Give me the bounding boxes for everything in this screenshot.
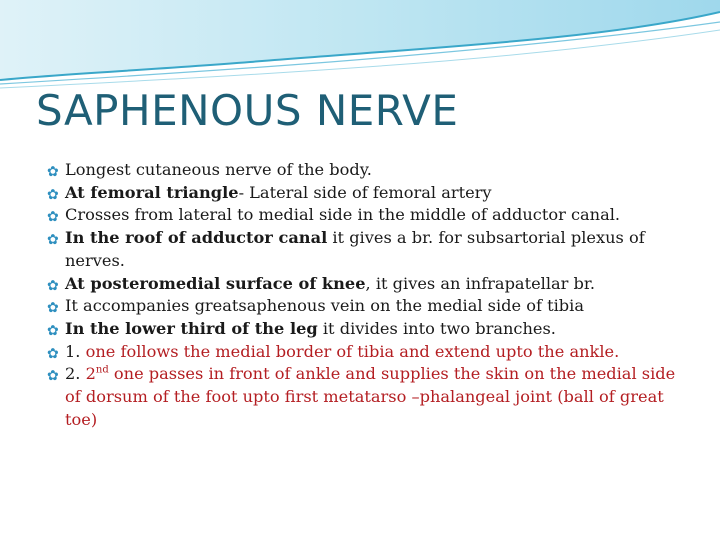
bullet-marker-icon: ✿ (47, 186, 59, 203)
bullet-marker-icon: ✿ (47, 209, 59, 226)
list-item: ✿ In the lower third of the leg it divides into two branches. (44, 318, 684, 341)
bullet-list (44, 159, 684, 431)
bullet-marker-icon: ✿ (47, 345, 59, 362)
list-item: ✿ At femoral triangle- Lateral side of femoral artery (44, 182, 684, 205)
list-item: ✿ It accompanies greatsaphenous vein on the medial side of tibia (44, 295, 684, 318)
bullet-marker-icon: ✿ (47, 277, 59, 294)
list-item: ✿ In the roof of adductor canal it gives a br. for subsartorial plexus of nerves. (47, 228, 645, 270)
slide-title: SAPHENOUS NERVE (36, 86, 459, 135)
list-item: ✿ Crosses from lateral to medial side in the middle of adductor canal. (44, 204, 684, 227)
bullet-marker-icon: ✿ (47, 300, 59, 317)
bullet-marker-icon: ✿ (47, 232, 59, 249)
bullet-marker-icon: ✿ (47, 164, 59, 180)
list-item: ✿ Longest cutaneous nerve of the body. (44, 159, 684, 182)
bullet-marker-icon: ✿ (47, 368, 59, 385)
header-wave-decoration (0, 0, 720, 90)
list-item: ✿ At posteromedial surface of knee, it gives an infrapatellar br. (44, 273, 684, 296)
list-item: ✿ 2. 2nd one passes in front of ankle and supplies the skin on the medial side of dorsum of the foot upto first metatarso –phalangeal joint (ball of great toe) (47, 364, 676, 429)
bullet-marker-icon: ✿ (47, 322, 59, 339)
list-item: ✿ 1. one follows the medial border of tibia and extend upto the ankle. (44, 341, 684, 364)
